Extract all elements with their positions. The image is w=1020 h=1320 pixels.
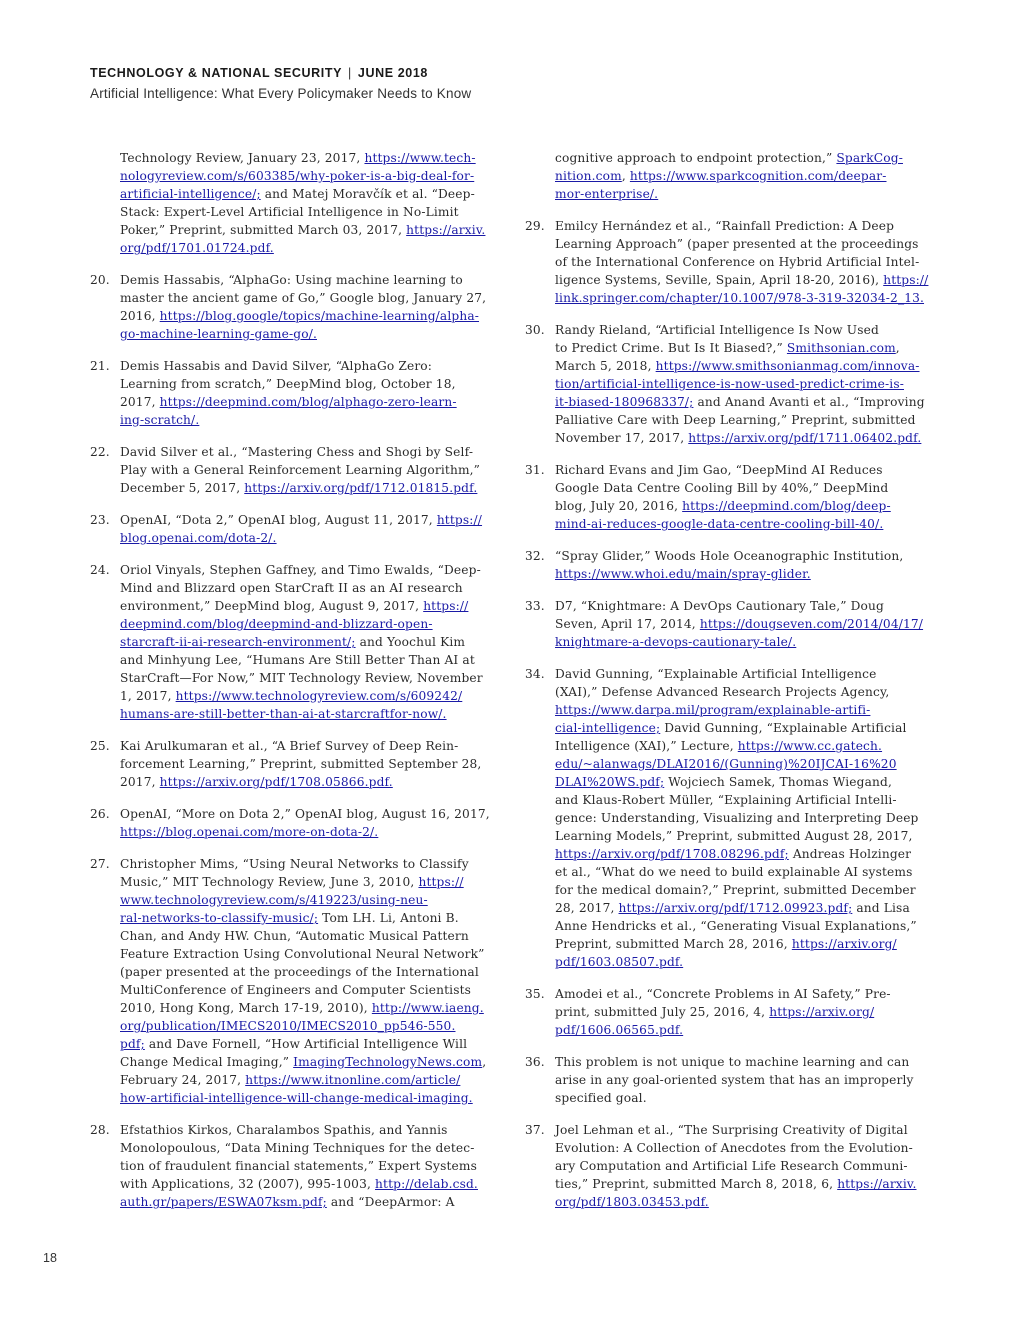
endnote-line — [120, 325, 510, 343]
endnote-line — [555, 719, 933, 737]
endnote-line — [120, 1139, 510, 1157]
endnote-line — [555, 1053, 933, 1071]
endnote-line — [555, 1071, 933, 1089]
endnote-line — [120, 271, 510, 289]
reference-text: Amodei et al., “Concrete Problems in AI Safety,” Pre- — [555, 987, 891, 1001]
reference-link[interactable]: https://arxiv.org/pdf/1708.08296.pdf; — [555, 847, 789, 861]
reference-text: ties,” Preprint, submitted March 8, 2018, 6, — [555, 1177, 838, 1191]
report-date: JUNE 2018 — [357, 66, 428, 80]
endnote-line — [120, 773, 510, 791]
reference-link[interactable]: https://arxiv. — [837, 1177, 917, 1191]
reference-link[interactable]: https://arxiv. — [406, 223, 486, 237]
endnote-line — [120, 239, 510, 257]
reference-text: Anne Hendricks et al., “Generating Visual Explanations,” — [555, 919, 917, 933]
reference-text: 2017, — [120, 395, 160, 409]
reference-text: 2017, — [120, 775, 160, 789]
endnote-line — [120, 185, 510, 203]
reference-text: March 5, 2018, — [555, 359, 656, 373]
endnote-line — [120, 1071, 510, 1089]
reference-link[interactable]: https://www.tech- — [364, 151, 476, 165]
endnote-line — [555, 899, 933, 917]
endnote-line — [555, 755, 933, 773]
reference-text: print, submitted July 25, 2016, 4, — [555, 1005, 770, 1019]
endnote-line — [555, 357, 933, 375]
endnote-line — [120, 357, 510, 375]
report-subtitle: Artificial Intelligence: What Every Policymaker Needs to Know — [90, 86, 472, 101]
endnote-line — [120, 411, 510, 429]
endnote-line — [555, 497, 933, 515]
endnote-line — [555, 773, 933, 791]
endnote-32 — [525, 547, 933, 583]
reference-link[interactable]: org/publication/IMECS2010/IMECS2010_pp546-550. — [120, 1019, 456, 1033]
reference-link[interactable]: it-biased-180968337/; — [555, 395, 694, 409]
endnote-line — [555, 217, 933, 235]
endnote-line — [555, 985, 933, 1003]
reference-link[interactable]: https://deepmind.com/blog/alphago-zero-learn- — [159, 395, 457, 409]
endnote-line — [120, 289, 510, 307]
reference-link[interactable]: tion/artificial-intelligence-is-now-used-predict-crime-is- — [555, 377, 904, 391]
endnote-20 — [90, 271, 510, 343]
endnote-22 — [90, 443, 510, 497]
endnote-34 — [525, 665, 933, 971]
reference-text: Joel Lehman et al., “The Surprising Creativity of Digital — [555, 1123, 908, 1137]
reference-text: Evolution: A Collection of Anecdotes from the Evolution- — [555, 1141, 913, 1155]
endnote-line — [120, 1157, 510, 1175]
endnote-line — [120, 221, 510, 239]
reference-text: Learning Models,” Preprint, submitted August 28, 2017, — [555, 829, 913, 843]
endnote-line — [555, 271, 933, 289]
reference-text: to Predict Crime. But Is It Biased?,” — [555, 341, 787, 355]
endnote-line — [120, 1017, 510, 1035]
reference-text: blog, July 20, 2016, — [555, 499, 683, 513]
reference-link[interactable]: deepmind.com/blog/deepmind-and-blizzard-open- — [120, 617, 433, 631]
reference-link[interactable]: cial-intelligence; — [555, 721, 661, 735]
endnote-line — [555, 737, 933, 755]
reference-text: Chan, and Andy HW. Chun, “Automatic Musical Pattern — [120, 929, 469, 943]
endnote-line — [120, 945, 510, 963]
header-separator: | — [348, 66, 352, 80]
reference-text: of the International Conference on Hybrid Artificial Intel- — [555, 255, 920, 269]
endnote-number: 36. — [525, 1055, 545, 1069]
reference-text: Demis Hassabis, “AlphaGo: Using machine learning to — [120, 273, 463, 287]
endnote-line — [555, 461, 933, 479]
reference-link[interactable]: https://blog.openai.com/more-on-dota-2/. — [120, 825, 379, 839]
endnote-line — [555, 393, 933, 411]
reference-link[interactable]: ing-scratch/. — [120, 413, 200, 427]
reference-link[interactable]: nologyreview.com/s/603385/why-poker-is-a-big-deal-for- — [120, 169, 475, 183]
reference-link[interactable]: knightmare-a-devops-cautionary-tale/. — [555, 635, 797, 649]
reference-text: 2010, Hong Kong, March 17-19, 2010), — [120, 1001, 372, 1015]
reference-text: Preprint, submitted March 28, 2016, — [555, 937, 792, 951]
reference-link[interactable]: https://www.darpa.mil/program/explainable-artifi- — [555, 703, 871, 717]
endnote-line — [555, 701, 933, 719]
reference-text: , — [621, 169, 630, 183]
reference-link[interactable]: https://blog.google/topics/machine-learning/alpha- — [159, 309, 480, 323]
reference-link[interactable]: edu/~alanwags/DLAI2016/(Gunning)%20IJCAI-16%20 — [555, 757, 897, 771]
reference-text: for the medical domain?,” Preprint, submitted December — [555, 883, 916, 897]
reference-link[interactable]: https://arxiv.org/ — [791, 937, 897, 951]
reference-text: and Minhyung Lee, “Humans Are Still Better Than AI at — [120, 653, 475, 667]
endnote-line — [555, 185, 933, 203]
endnote-line — [120, 479, 510, 497]
reference-link[interactable]: https://dougseven.com/2014/04/17/ — [699, 617, 924, 631]
reference-text: (paper presented at the proceedings of the International — [120, 965, 479, 979]
reference-text: Change Medical Imaging,” — [120, 1055, 294, 1069]
endnote-line — [120, 1121, 510, 1139]
endnote-line — [555, 881, 933, 899]
reference-link[interactable]: https://www.whoi.edu/main/spray-glider. — [555, 567, 811, 581]
reference-text: Palliative Care with Deep Learning,” Preprint, submitted — [555, 413, 916, 427]
reference-text: Andreas Holzinger — [788, 847, 912, 861]
endnote-29 — [525, 217, 933, 307]
endnote-line — [120, 1089, 510, 1107]
reference-link[interactable]: SparkCog- — [836, 151, 903, 165]
endnote-line — [555, 1089, 933, 1107]
endnote-number: 25. — [90, 739, 110, 753]
reference-text: Wojciech Samek, Thomas Wiegand, — [664, 775, 892, 789]
reference-text: Efstathios Kirkos, Charalambos Spathis, and Yannis — [120, 1123, 448, 1137]
reference-link[interactable]: mor-enterprise/. — [555, 187, 659, 201]
reference-text: OpenAI, “Dota 2,” OpenAI blog, August 11, 2017, — [120, 513, 437, 527]
reference-link[interactable]: auth.gr/papers/ESWA07ksm.pdf; — [120, 1195, 327, 1209]
endnote-line — [120, 511, 510, 529]
endnote-36 — [525, 1053, 933, 1107]
reference-link[interactable]: https://arxiv.org/pdf/1712.09923.pdf; — [618, 901, 853, 915]
reference-link[interactable]: https://www.technologyreview.com/s/609242/ — [175, 689, 463, 703]
endnote-line — [555, 1175, 933, 1193]
endnote-line — [555, 1193, 933, 1211]
endnote-line — [555, 1021, 933, 1039]
reference-text: Monolopoulous, “Data Mining Techniques for the detec- — [120, 1141, 475, 1155]
endnote-line — [555, 235, 933, 253]
endnote-33 — [525, 597, 933, 651]
reference-link[interactable]: http://www.iaeng. — [371, 1001, 484, 1015]
endnote-line — [120, 999, 510, 1017]
endnote-number: 35. — [525, 987, 545, 1001]
reference-link[interactable]: https://www.cc.gatech. — [737, 739, 883, 753]
reference-text: Music,” MIT Technology Review, June 3, 2010, — [120, 875, 419, 889]
reference-link[interactable]: https://arxiv.org/pdf/1712.01815.pdf. — [244, 481, 478, 495]
endnote-line — [120, 1193, 510, 1211]
reference-text: Feature Extraction Using Convolutional Neural Network” — [120, 947, 485, 961]
reference-link[interactable]: org/pdf/1701.01724.pdf. — [120, 241, 274, 255]
endnote-35 — [525, 985, 933, 1039]
reference-link[interactable]: https:// — [418, 875, 464, 889]
reference-link[interactable]: ral-networks-to-classify-music/; — [120, 911, 319, 925]
reference-text: tion of fraudulent financial statements,” Expert Systems — [120, 1159, 478, 1173]
reference-text: Tom LH. Li, Antoni B. — [318, 911, 459, 925]
endnote-line — [120, 755, 510, 773]
reference-text: et al., “What do we need to build explainable AI systems — [555, 865, 913, 879]
endnote-line — [120, 927, 510, 945]
endnote-37 — [525, 1121, 933, 1211]
reference-link[interactable]: https://www.smithsonianmag.com/innova- — [655, 359, 920, 373]
reference-link[interactable]: https:// — [883, 273, 929, 287]
endnote-line — [120, 461, 510, 479]
reference-text: Christopher Mims, “Using Neural Networks to Classify — [120, 857, 469, 871]
endnote-line — [555, 167, 933, 185]
reference-text: 1, 2017, — [120, 689, 176, 703]
endnote-continued — [90, 149, 510, 257]
reference-text: Richard Evans and Jim Gao, “DeepMind AI Reduces — [555, 463, 883, 477]
endnote-line — [120, 855, 510, 873]
reference-text: Randy Rieland, “Artificial Intelligence Is Now Used — [555, 323, 879, 337]
reference-link[interactable]: org/pdf/1803.03453.pdf. — [555, 1195, 709, 1209]
reference-link[interactable]: https://arxiv.org/pdf/1711.06402.pdf. — [688, 431, 922, 445]
reference-text: MultiConference of Engineers and Computer Scientists — [120, 983, 472, 997]
reference-text: Seven, April 17, 2014, — [555, 617, 700, 631]
endnote-number: 21. — [90, 359, 110, 373]
reference-text: Intelligence (XAI),” Lecture, — [555, 739, 738, 753]
reference-link[interactable]: nition.com — [555, 169, 622, 183]
endnote-30 — [525, 321, 933, 447]
reference-link[interactable]: artificial-intelligence/; — [120, 187, 261, 201]
endnote-number: 23. — [90, 513, 110, 527]
endnote-line — [120, 149, 510, 167]
endnote-line — [555, 1157, 933, 1175]
reference-text: This problem is not unique to machine learning and can — [555, 1055, 910, 1069]
endnote-line — [120, 393, 510, 411]
reference-text: Learning Approach” (paper presented at the proceedings — [555, 237, 919, 251]
reference-text: and “DeepArmor: A — [326, 1195, 455, 1209]
endnote-line — [120, 529, 510, 547]
endnote-line — [555, 597, 933, 615]
reference-text: , — [482, 1055, 487, 1069]
endnote-31 — [525, 461, 933, 533]
reference-text: and Yoochul Kim — [355, 635, 466, 649]
endnote-number: 33. — [525, 599, 545, 613]
reference-text: 2016, — [120, 309, 160, 323]
endnote-line — [120, 687, 510, 705]
reference-text: Poker,” Preprint, submitted March 03, 2017, — [120, 223, 407, 237]
endnote-line — [120, 805, 510, 823]
endnote-23 — [90, 511, 510, 547]
endnote-line — [120, 443, 510, 461]
reference-text: Mind and Blizzard open StarCraft II as an AI research — [120, 581, 463, 595]
endnote-line — [120, 981, 510, 999]
endnote-number: 20. — [90, 273, 110, 287]
endnote-line — [555, 339, 933, 357]
endnote-line — [555, 953, 933, 971]
reference-text: and Lisa — [852, 901, 910, 915]
endnote-line — [120, 1175, 510, 1193]
reference-link[interactable]: https://www.itnonline.com/article/ — [245, 1073, 461, 1087]
reference-link[interactable]: link.springer.com/chapter/10.1007/978-3-319-32034-2_13. — [555, 291, 925, 305]
endnote-line — [555, 615, 933, 633]
endnote-line — [120, 615, 510, 633]
endnote-25 — [90, 737, 510, 791]
reference-text: OpenAI, “More on Dota 2,” OpenAI blog, August 16, 2017, — [120, 807, 490, 821]
reference-text: Learning from scratch,” DeepMind blog, October 18, — [120, 377, 456, 391]
reference-text: Emilcy Hernández et al., “Rainfall Prediction: A Deep — [555, 219, 895, 233]
endnote-line — [120, 307, 510, 325]
endnote-number: 34. — [525, 667, 545, 681]
reference-text: November 17, 2017, — [555, 431, 689, 445]
reference-text: with Applications, 32 (2007), 995-1003, — [120, 1177, 376, 1191]
reference-link[interactable]: go-machine-learning-game-go/. — [120, 327, 317, 341]
endnote-21 — [90, 357, 510, 429]
endnote-27 — [90, 855, 510, 1107]
endnote-line — [120, 705, 510, 723]
reference-link[interactable]: pdf/1606.06565.pdf. — [555, 1023, 684, 1037]
endnote-number: 22. — [90, 445, 110, 459]
page-number: 18 — [43, 1251, 57, 1265]
reference-link[interactable]: https://deepmind.com/blog/deep- — [682, 499, 891, 513]
reference-text: , — [895, 341, 900, 355]
endnote-line — [555, 253, 933, 271]
reference-text: David Silver et al., “Mastering Chess and Shogi by Self- — [120, 445, 474, 459]
endnote-26 — [90, 805, 510, 841]
endnote-line — [120, 375, 510, 393]
reference-link[interactable]: http://delab.csd. — [375, 1177, 478, 1191]
endnote-number: 31. — [525, 463, 545, 477]
endnote-line — [120, 579, 510, 597]
reference-text: forcement Learning,” Preprint, submitted September 28, — [120, 757, 482, 771]
reference-text: D7, “Knightmare: A DevOps Cautionary Tale,” Doug — [555, 599, 884, 613]
endnote-line — [555, 1121, 933, 1139]
reference-link[interactable]: https://www.sparkcognition.com/deepar- — [629, 169, 887, 183]
endnote-line — [555, 917, 933, 935]
endnote-line — [555, 845, 933, 863]
reference-text: Demis Hassabis and David Silver, “AlphaGo Zero: — [120, 359, 433, 373]
endnote-number: 26. — [90, 807, 110, 821]
reference-text: gence: Understanding, Visualizing and Interpreting Deep — [555, 811, 919, 825]
endnote-number: 30. — [525, 323, 545, 337]
reference-text: Technology Review, January 23, 2017, — [120, 151, 365, 165]
report-series-title — [90, 66, 471, 80]
reference-text: cognitive approach to endpoint protection,” — [555, 151, 837, 165]
endnote-line — [555, 1139, 933, 1157]
endnote-line — [555, 429, 933, 447]
reference-text: specified goal. — [555, 1091, 647, 1105]
endnote-line — [555, 149, 933, 167]
reference-text: arise in any goal-oriented system that has an improperly — [555, 1073, 914, 1087]
endnote-line — [555, 935, 933, 953]
endnote-number: 27. — [90, 857, 110, 871]
reference-link[interactable]: how-artificial-intelligence-will-change-medical-imaging. — [120, 1091, 473, 1105]
endnote-number: 29. — [525, 219, 545, 233]
reference-link[interactable]: pdf; — [120, 1037, 145, 1051]
endnote-line — [120, 963, 510, 981]
endnote-line — [555, 665, 933, 683]
reference-text: and Anand Avanti et al., “Improving — [693, 395, 925, 409]
endnote-line — [120, 651, 510, 669]
endnote-line — [120, 909, 510, 927]
endnote-line — [555, 289, 933, 307]
endnote-line — [555, 827, 933, 845]
endnote-line — [555, 683, 933, 701]
reference-text: StarCraft—For Now,” MIT Technology Review, November — [120, 671, 483, 685]
endnote-number: 37. — [525, 1123, 545, 1137]
endnote-number: 24. — [90, 563, 110, 577]
endnote-line — [120, 1053, 510, 1071]
endnote-line — [555, 809, 933, 827]
endnote-line — [120, 203, 510, 221]
reference-link[interactable]: humans-are-still-better-than-ai-at-starcraftfor-now/. — [120, 707, 447, 721]
endnote-line — [555, 515, 933, 533]
reference-link[interactable]: ImagingTechnologyNews.com — [293, 1055, 483, 1069]
endnote-line — [120, 633, 510, 651]
series-title: TECHNOLOGY & NATIONAL SECURITY — [90, 66, 343, 80]
reference-link[interactable]: www.technologyreview.com/s/419223/using-neu- — [120, 893, 428, 907]
reference-link[interactable]: starcraft-ii-ai-research-environment/; — [120, 635, 356, 649]
reference-text: 28, 2017, — [555, 901, 619, 915]
reference-text: February 24, 2017, — [120, 1073, 246, 1087]
reference-text: Play with a General Reinforcement Learning Algorithm,” — [120, 463, 481, 477]
reference-text: (XAI),” Defense Advanced Research Projects Agency, — [555, 685, 890, 699]
reference-text: ligence Systems, Seville, Spain, April 18-20, 2016), — [555, 273, 884, 287]
reference-text: ary Computation and Artificial Life Research Communi- — [555, 1159, 908, 1173]
endnote-line — [555, 479, 933, 497]
reference-text: “Spray Glider,” Woods Hole Oceanographic Institution, — [555, 549, 904, 563]
endnote-line — [555, 633, 933, 651]
reference-text: Kai Arulkumaran et al., “A Brief Survey of Deep Rein- — [120, 739, 459, 753]
endnote-line — [555, 375, 933, 393]
endnote-line — [120, 669, 510, 687]
endnote-24 — [90, 561, 510, 723]
endnote-line — [555, 565, 933, 583]
endnote-28 — [90, 1121, 510, 1211]
reference-link[interactable]: DLAI%20WS.pdf; — [555, 775, 665, 789]
reference-text: and Matej Moravčík et al. “Deep- — [260, 187, 475, 201]
reference-text: Stack: Expert-Level Artificial Intelligence in No-Limit — [120, 205, 459, 219]
endnote-continued — [525, 149, 933, 203]
endnote-number: 28. — [90, 1123, 110, 1137]
reference-text: David Gunning, “Explainable Artificial — [660, 721, 907, 735]
endnote-line — [120, 891, 510, 909]
reference-text: December 5, 2017, — [120, 481, 245, 495]
endnote-line — [555, 1003, 933, 1021]
reference-text: David Gunning, “Explainable Artificial Intelligence — [555, 667, 877, 681]
endnote-line — [120, 823, 510, 841]
reference-text: environment,” DeepMind blog, August 9, 2017, — [120, 599, 424, 613]
endnote-line — [120, 597, 510, 615]
reference-link[interactable]: mind-ai-reduces-google-data-centre-cooling-bill-40/. — [555, 517, 884, 531]
page-header — [90, 66, 471, 101]
reference-link[interactable]: https:// — [436, 513, 483, 527]
reference-link[interactable]: pdf/1603.08507.pdf. — [555, 955, 684, 969]
endnote-line — [555, 863, 933, 881]
reference-text: Google Data Centre Cooling Bill by 40%,” DeepMind — [555, 481, 889, 495]
endnote-line — [120, 561, 510, 579]
reference-text: master the ancient game of Go,” Google blog, January 27, — [120, 291, 487, 305]
right-column-endnotes — [525, 149, 933, 1225]
endnote-line — [555, 411, 933, 429]
reference-link[interactable]: blog.openai.com/dota-2/. — [120, 531, 277, 545]
reference-link[interactable]: Smithsonian.com — [786, 341, 896, 355]
endnote-line — [120, 1035, 510, 1053]
reference-link[interactable]: https://arxiv.org/pdf/1708.05866.pdf. — [159, 775, 393, 789]
endnote-line — [120, 167, 510, 185]
reference-link[interactable]: https://arxiv.org/ — [769, 1005, 875, 1019]
left-column-endnotes — [90, 149, 510, 1225]
endnote-number: 32. — [525, 549, 545, 563]
endnote-line — [120, 737, 510, 755]
reference-text: Oriol Vinyals, Stephen Gaffney, and Timo Ewalds, “Deep- — [120, 563, 481, 577]
endnote-line — [120, 873, 510, 891]
endnote-line — [555, 547, 933, 565]
reference-text: and Klaus-Robert Müller, “Explaining Artificial Intelli- — [555, 793, 897, 807]
endnote-line — [555, 791, 933, 809]
endnote-line — [555, 321, 933, 339]
reference-link[interactable]: https:// — [423, 599, 469, 613]
reference-text: and Dave Fornell, “How Artificial Intelligence Will — [144, 1037, 468, 1051]
